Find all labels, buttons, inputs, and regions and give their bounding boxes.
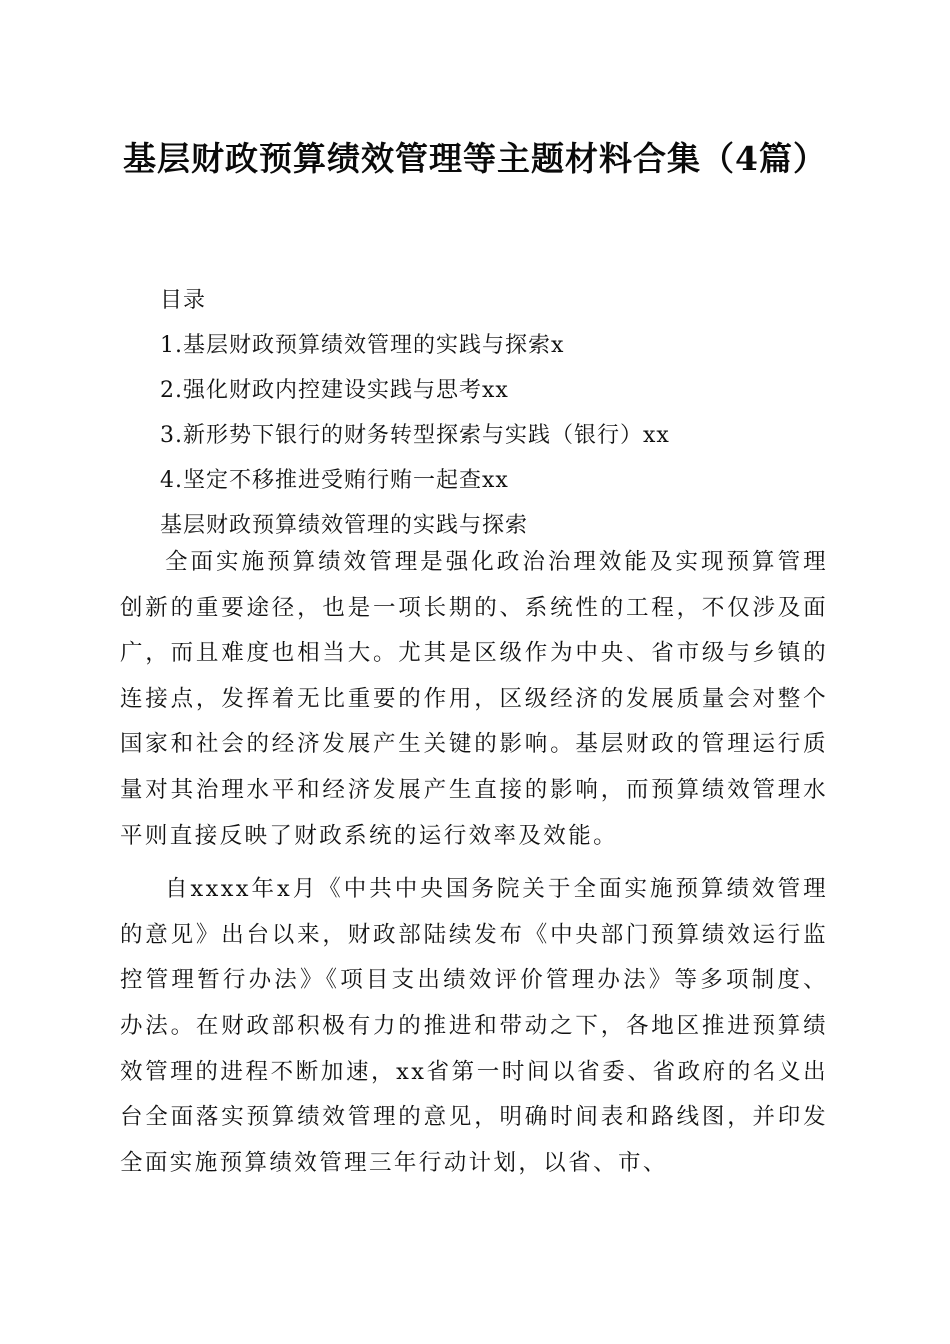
- toc-item: 2.强化财政内控建设实践与思考xx: [160, 378, 509, 403]
- paragraph: 自xxxx年x月《中共中央国务院关于全面实施预算绩效管理的意见》出台以来，财政部陆续发布《中央部门预算绩效运行监控管理暂行办法》《项目支出绩效评价管理办法》等多项制度、办法。在财政部积极有力的推进和带动之下，各地区推进预算绩效管理的进程不断加速，xx省第一时间以省委、省政府的名义出台全面落实预算绩效管理的意见，明确时间表和路线图，并印发全面实施预算绩效管理三年行动计划，以省、市、: [120, 876, 828, 1176]
- toc-item: 3.新形势下银行的财务转型探索与实践（银行）xx: [160, 423, 670, 448]
- toc-heading: 目录: [160, 288, 207, 313]
- toc-item: 4.坚定不移推进受贿行贿一起查xx: [160, 468, 509, 493]
- document-title: 基层财政预算绩效管理等主题材料合集（4篇）: [123, 139, 827, 178]
- section-title: 基层财政预算绩效管理的实践与探索: [160, 513, 529, 538]
- paragraph: 全面实施预算绩效管理是强化政治治理效能及实现预算管理创新的重要途径，也是一项长期的、系统性的工程，不仅涉及面广，而且难度也相当大。尤其是区级作为中央、省市级与乡镇的连接点，发挥着无比重要的作用，区级经济的发展质量会对整个国家和社会的经济发展产生关键的影响。基层财政的管理运行质量对其治理水平和经济发展产生直接的影响，而预算绩效管理水平则直接反映了财政系统的运行效率及效能。: [120, 549, 828, 849]
- body-text: [120, 540, 828, 1194]
- toc-item: 1.基层财政预算绩效管理的实践与探索x: [160, 333, 565, 358]
- table-of-contents: [160, 278, 860, 548]
